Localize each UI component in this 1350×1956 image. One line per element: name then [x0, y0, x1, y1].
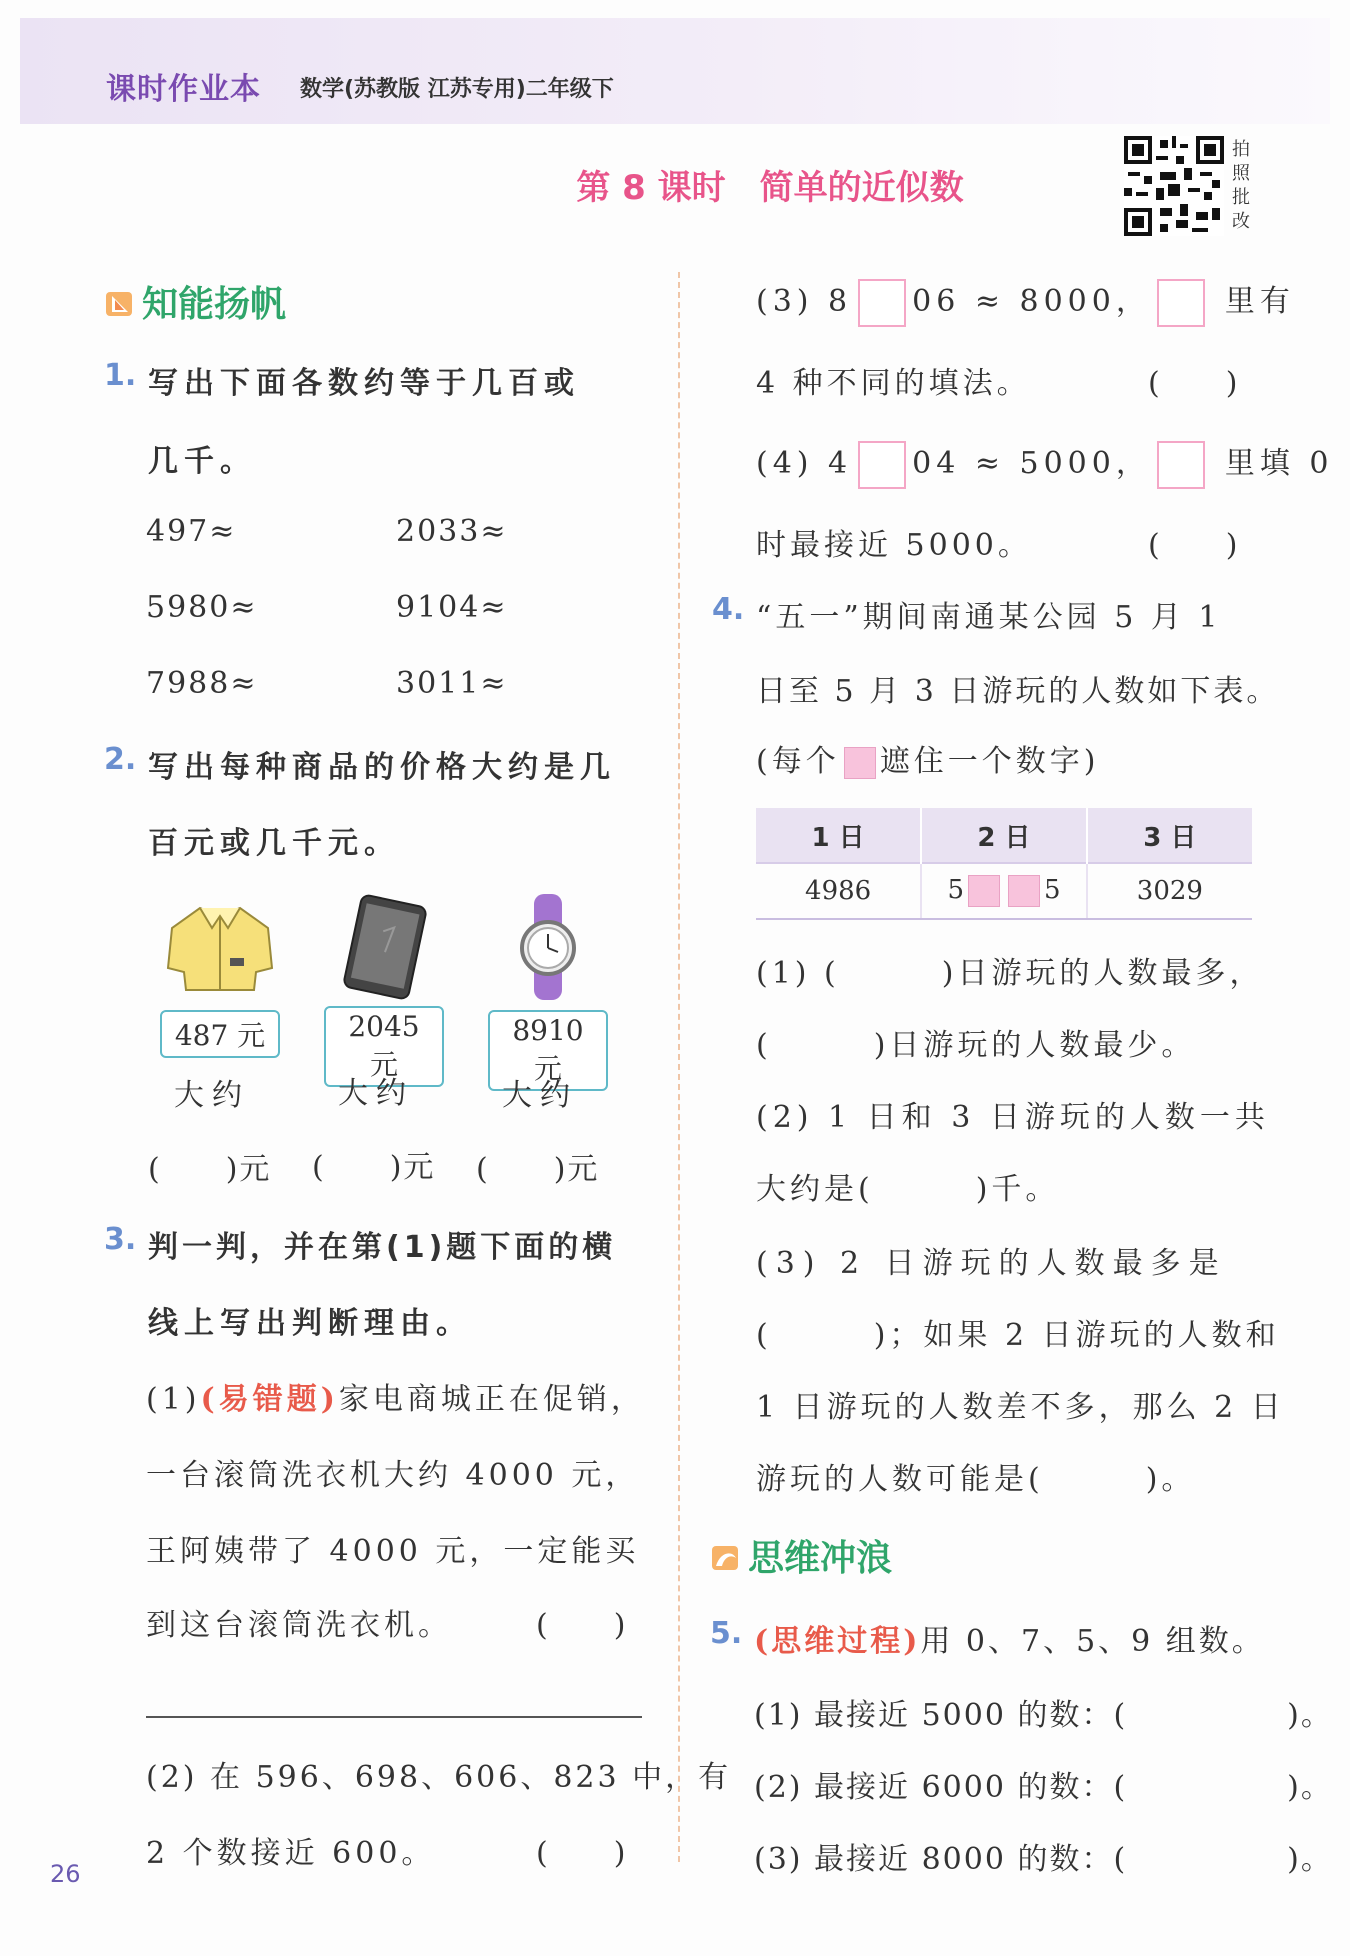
q4-s3-line4: 游玩的人数可能是( )。 — [756, 1462, 1196, 1497]
table-cell: 5 5 — [921, 863, 1087, 919]
table-header: 3 日 — [1087, 808, 1252, 863]
price-tag: 8910 元 — [488, 1010, 608, 1091]
wave-icon — [710, 1542, 742, 1574]
q4-line1: “五一”期间南通某公园 5 月 1 — [756, 600, 1222, 635]
approx-label: 大约 — [502, 1078, 578, 1113]
question-3-number: 3. — [104, 1222, 137, 1257]
q4-s3-line3: 1 日游玩的人数差不多，那么 2 日 — [756, 1390, 1285, 1425]
q5-item[interactable]: (3) 最接近 8000 的数：( )。 — [754, 1842, 1333, 1877]
q4-s1-line1: (1) ( )日游玩的人数最多， — [756, 956, 1264, 991]
section-heading-siwei: 思维冲浪 — [710, 1530, 892, 1581]
question-5-number: 5. — [710, 1616, 743, 1651]
sail-icon — [104, 288, 136, 320]
blank-box[interactable] — [858, 279, 906, 327]
q4-s2-line1: (2) 1 日和 3 日游玩的人数一共 — [756, 1100, 1270, 1135]
mask-box — [1008, 875, 1040, 907]
q5-item[interactable]: (2) 最接近 6000 的数：( )。 — [754, 1770, 1333, 1805]
q4-s1-line2: ( )日游玩的人数最少。 — [756, 1028, 1196, 1063]
q3-p1-line1: (1)(易错题)家电商城正在促销， — [146, 1382, 645, 1417]
q4-line3: (每个 遮住一个数字) — [756, 744, 1100, 779]
q4-s2-line2: 大约是( )千。 — [756, 1172, 1060, 1207]
q3-p2-line1: (2) 在 596、698、606、823 中，有 — [146, 1760, 732, 1795]
judge-blank[interactable]: ( ) — [536, 1836, 628, 1871]
q1-item: 9104≈ — [396, 590, 508, 625]
q4-s3-line1: (3) 2 日游玩的人数最多是 — [756, 1246, 1227, 1281]
q1-item: 2033≈ — [396, 514, 508, 549]
q3-p1-line2: 一台滚筒洗衣机大约 4000 元， — [146, 1458, 640, 1493]
table-header: 2 日 — [921, 808, 1087, 863]
section-heading-zhineng: 知能扬帆 — [104, 276, 286, 327]
blank-box[interactable] — [1157, 441, 1205, 489]
q3-p3-line2: 4 种不同的填法。 — [756, 366, 1031, 401]
table-cell: 3029 — [1087, 863, 1252, 919]
reason-line[interactable] — [146, 1716, 642, 1718]
q1-line2: 几千。 — [148, 444, 256, 479]
q1-item: 7988≈ — [146, 666, 258, 701]
question-2-number: 2. — [104, 742, 137, 777]
lesson-title: 第 8 课时 简单的近似数 — [576, 168, 964, 208]
book-title: 课时作业本 — [106, 72, 261, 107]
mask-box — [844, 747, 876, 779]
tablet-icon — [330, 892, 440, 1002]
answer-blank[interactable]: ( )元 — [312, 1150, 436, 1185]
q2-line1: 写出每种商品的价格大约是几 — [148, 750, 616, 785]
blank-box[interactable] — [1157, 279, 1205, 327]
q1-item: 3011≈ — [396, 666, 508, 701]
q3-line1: 判一判，并在第(1)题下面的横 — [148, 1230, 617, 1265]
price-tag: 2045 元 — [324, 1006, 444, 1087]
table-cell: 4986 — [756, 863, 921, 919]
book-subtitle: 数学(苏教版 江苏专用)二年级下 — [300, 77, 614, 102]
question-4-number: 4. — [712, 592, 745, 627]
qr-code-icon[interactable] — [1124, 136, 1224, 236]
q3-p1-line4: 到这台滚筒洗衣机。 — [146, 1608, 452, 1643]
jacket-icon — [160, 898, 280, 998]
qr-label: 拍 照 批 改 — [1232, 139, 1250, 232]
page-number: 26 — [50, 1860, 81, 1888]
blank-box[interactable] — [858, 441, 906, 489]
q2-line2: 百元或几千元。 — [148, 826, 400, 861]
table-header: 1 日 — [756, 808, 921, 863]
visitors-table — [756, 808, 1252, 920]
approx-label: 大约 — [338, 1076, 414, 1111]
judge-blank[interactable]: ( ) — [536, 1608, 628, 1643]
q3-p2-line2: 2 个数接近 600。 — [146, 1836, 436, 1871]
question-1: 1. — [104, 358, 137, 393]
q3-p3-line1: (3) 8 06 ≈ 8000， 里有 — [756, 276, 1295, 327]
judge-blank[interactable]: ( ) — [1148, 528, 1240, 563]
watch-icon — [508, 892, 588, 1002]
q3-p4-line1: (4) 4 04 ≈ 5000， 里填 0 — [756, 438, 1333, 489]
q3-p1-line3: 王阿姨带了 4000 元，一定能买 — [146, 1534, 640, 1569]
answer-blank[interactable]: ( )元 — [476, 1152, 600, 1187]
mask-box — [968, 875, 1000, 907]
approx-label: 大约 — [174, 1078, 250, 1113]
q4-line2: 日至 5 月 3 日游玩的人数如下表。 — [756, 674, 1280, 709]
q1-item: 497≈ — [146, 514, 237, 549]
q1-line1: 写出下面各数约等于几百或 — [148, 366, 580, 401]
q4-s3-line2: ( )；如果 2 日游玩的人数和 — [756, 1318, 1280, 1353]
q3-p4-line2: 时最接近 5000。 — [756, 528, 1032, 563]
column-divider — [678, 272, 680, 1862]
price-tag: 487 元 — [160, 1010, 280, 1058]
judge-blank[interactable]: ( ) — [1148, 366, 1240, 401]
q3-line2: 线上写出判断理由。 — [148, 1306, 472, 1341]
q5-item[interactable]: (1) 最接近 5000 的数：( )。 — [754, 1698, 1333, 1733]
q1-item: 5980≈ — [146, 590, 258, 625]
q5-line1: (思维过程)用 0、7、5、9 组数。 — [754, 1624, 1265, 1659]
answer-blank[interactable]: ( )元 — [148, 1152, 272, 1187]
